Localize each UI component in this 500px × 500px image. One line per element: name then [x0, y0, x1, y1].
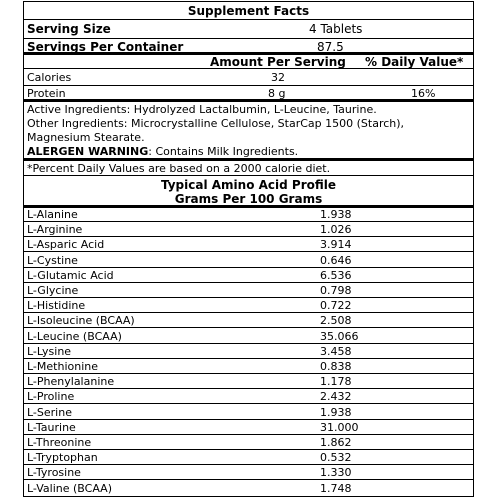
- row-divider: [24, 343, 473, 344]
- allergen-warning-label: ALERGEN WARNING: [27, 145, 149, 158]
- amino-acid-name: L-Histidine: [27, 299, 86, 313]
- amino-acid-value: 0.532: [320, 451, 352, 465]
- amino-acid-name: L-Valine (BCAA): [27, 481, 112, 495]
- amino-acid-name: L-Leucine (BCAA): [27, 329, 122, 343]
- row-divider: [24, 358, 473, 359]
- amino-acid-name: L-Methionine: [27, 360, 99, 373]
- amino-acid-value: 0.798: [320, 284, 352, 297]
- protein-label: Protein: [27, 87, 66, 100]
- amino-acid-name: L-Asparic Acid: [27, 238, 105, 252]
- amino-profile-subtitle: Grams Per 100 Grams: [174, 192, 323, 206]
- amino-acid-value: 2.508: [320, 314, 352, 328]
- amino-acid-name: L-Alanine: [27, 208, 78, 221]
- allergen-warning-text: : Contains Milk Ingredients.: [148, 145, 299, 158]
- amount-per-serving-header: Amount Per Serving: [210, 55, 346, 69]
- amino-acid-name: L-Glycine: [27, 284, 79, 297]
- servings-per-container-label: Servings Per Container: [27, 40, 184, 54]
- row-divider: [24, 434, 473, 435]
- divider: [24, 19, 473, 20]
- amino-acid-value: 1.330: [320, 466, 352, 480]
- row-divider: [24, 479, 473, 480]
- amino-acid-value: 35.066: [320, 329, 359, 343]
- amino-acid-value: 2.432: [320, 390, 352, 404]
- divider: [24, 85, 473, 86]
- panel-title: Supplement Facts: [187, 4, 310, 18]
- amino-acid-value: 1.026: [320, 223, 352, 237]
- row-divider: [24, 419, 473, 420]
- amino-acid-value: 1.938: [320, 405, 352, 419]
- active-ingredients: Active Ingredients: Hydrolyzed Lactalbumin, L-Leucine, Taurine.: [27, 103, 377, 116]
- allergen-warning: [27, 146, 298, 157]
- amino-acid-name: L-Lysine: [27, 344, 72, 358]
- thick-divider: [24, 158, 473, 161]
- row-divider: [24, 373, 473, 374]
- row-divider: [24, 282, 473, 283]
- other-ingredients-line-2: Magnesium Stearate.: [27, 131, 145, 144]
- amino-acid-value: 1.748: [320, 481, 352, 495]
- daily-value-footnote: *Percent Daily Values are based on a 2000 calorie diet.: [27, 162, 331, 175]
- amino-acid-value: 6.536: [320, 268, 352, 282]
- calories-amount: 32: [271, 71, 285, 84]
- amino-acid-name: L-Isoleucine (BCAA): [27, 314, 135, 328]
- amino-acid-value: 0.722: [320, 299, 352, 313]
- row-divider: [24, 251, 473, 252]
- thick-divider: [24, 205, 473, 208]
- divider: [24, 68, 473, 69]
- row-divider: [24, 312, 473, 313]
- row-divider: [24, 297, 473, 298]
- divider: [24, 175, 473, 176]
- protein-daily-value: 16%: [411, 87, 436, 100]
- row-divider: [24, 449, 473, 450]
- amino-acid-value: 1.178: [320, 375, 352, 389]
- row-divider: [24, 221, 473, 222]
- amino-acid-value: 1.862: [320, 436, 352, 449]
- amino-acid-name: L-Arginine: [27, 223, 83, 237]
- divider: [24, 38, 473, 39]
- amino-acid-value: 31.000: [320, 420, 359, 434]
- daily-value-header: % Daily Value*: [365, 55, 464, 69]
- amino-acid-name: L-Threonine: [27, 436, 92, 449]
- amino-acid-name: L-Serine: [27, 405, 72, 419]
- amino-acid-name: L-Phenylalanine: [27, 375, 115, 389]
- amino-acid-name: L-Tryptophan: [27, 451, 98, 465]
- amino-acid-value: 0.838: [320, 360, 352, 373]
- protein-amount: 8 g: [268, 87, 286, 100]
- serving-size-label: Serving Size: [27, 22, 111, 36]
- amino-acid-name: L-Cystine: [27, 253, 78, 267]
- supplement-facts-panel: [23, 1, 474, 497]
- amino-acid-name: L-Taurine: [27, 420, 76, 434]
- thick-divider: [24, 99, 473, 102]
- row-divider: [24, 236, 473, 237]
- amino-acid-value: 3.458: [320, 344, 352, 358]
- other-ingredients-line-1: Other Ingredients: Microcrystalline Cellulose, StarCap 1500 (Starch),: [27, 117, 405, 130]
- amino-acid-name: L-Tyrosine: [27, 466, 81, 480]
- amino-acid-name: L-Proline: [27, 390, 75, 404]
- amino-profile-title: Typical Amino Acid Profile: [160, 178, 337, 192]
- row-divider: [24, 388, 473, 389]
- calories-label: Calories: [27, 71, 72, 84]
- amino-acid-value: 3.914: [320, 238, 352, 252]
- row-divider: [24, 267, 473, 268]
- row-divider: [24, 327, 473, 328]
- amino-acid-value: 1.938: [320, 208, 352, 221]
- serving-size-value: 4 Tablets: [309, 22, 363, 36]
- amino-acid-value: 0.646: [320, 253, 352, 267]
- servings-per-container-value: 87.5: [317, 40, 344, 54]
- row-divider: [24, 403, 473, 404]
- amino-acid-name: L-Glutamic Acid: [27, 268, 114, 282]
- row-divider: [24, 464, 473, 465]
